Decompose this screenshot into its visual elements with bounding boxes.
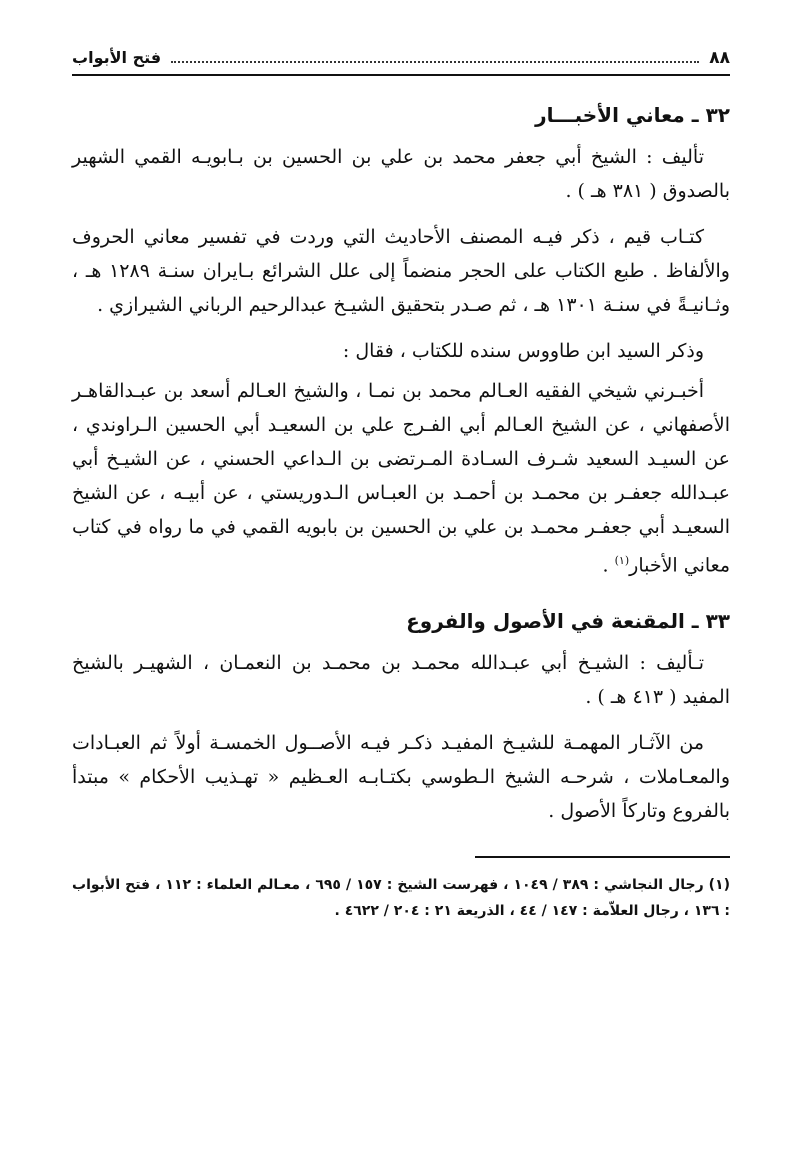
chain-end: .	[602, 554, 615, 577]
chain-paragraph	[72, 374, 730, 582]
header-dot-leader	[171, 51, 699, 63]
section-heading-33: ٣٣ ـ المقنعة في الأصول والفروع	[406, 609, 730, 634]
author-paragraph-32: تأليف : الشيخ أبي جعفر محمد بن علي بن الحسين بن بـابويـه القمي الشهير بالصدوق ( ٣٨١ هـ ) .	[72, 146, 730, 202]
footnote-marker[interactable]: (١)	[614, 554, 630, 567]
page-header	[72, 48, 730, 76]
book-page	[72, 48, 730, 938]
author-paragraph-33: تـأليف : الشيـخ أبي عبـدالله محمـد بن محمـد بن النعمـان ، الشهيـر بالشيخ المفيد ( ٤١٣ هـ ) .	[72, 652, 730, 709]
description-paragraph-32: كتـاب قيم ، ذكر فيـه المصنف الأحاديث التي وردت في تفسير معاني الحروف والألفاظ . طبع الكتاب على الحجر منضماً إلى علل الشرائع بـايران سنـة ١٢٨٩ هـ ، وثـانيـةً في سنـة ١٣٠١ هـ ، ثم صـدر بتحقيق الشيـخ عبدالرحيم الرباني الشيرازي .	[72, 226, 730, 316]
description-paragraph-33: من الآثـار المهمـة للشيـخ المفيـد ذكـر فيـه الأصــول الخمسـة أولاً ثم العبـادات والمعـاملات ، شرحـه الشيخ الـطوسي بكتـابـه العـظيم « تهـذيب الأحكام » مبتدأ بالفروع وتاركاً الأصول .	[72, 732, 730, 823]
footnote-divider	[475, 856, 730, 858]
page-number: ٨٨	[709, 48, 730, 68]
chain-text: أخبـرني شيخي الفقيه العـالم محمد بن نمـا ، والشيخ العـالم أسعد بن عبـدالقاهـر الأصفهاني ، عن الشيخ العـالم أبي الفـرج علي بن السعيـد أبي الحسين الـراوندي ، عن السيـد السعيد شـرف السـادة المـرتضى بن الـداعي الحسني ، عن الشيـخ أبي عبـدالله جعفـر بن محمـد بن أحمـد بن العبـاس الـدوريستي ، عن أبيـه ، عن الشيخ السعيـد أبي جعفـر محمـد بن علي بن الحسين بن بابويه القمي في ما رواه في كتاب معاني الأخبار	[72, 380, 730, 577]
quote-intro: وذكر السيد ابن طاووس سنده للكتاب ، فقال :	[342, 340, 704, 362]
footnote: (١) رجال النجاشي : ٣٨٩ / ١٠٤٩ ، فهرست الشيخ : ١٥٧ / ٦٩٥ ، معـالم العلماء : ١١٢ ، فتح الأبواب : ١٣٦ ، رجال العلاّمة : ١٤٧ / ٤٤ ، الذريعة ٢١ : ٢٠٤ / ٤٦٢٢ .	[72, 877, 730, 920]
running-title: فتح الأبواب	[72, 48, 162, 67]
section-heading-32: ٣٢ ـ معاني الأخبـــار	[535, 103, 730, 127]
